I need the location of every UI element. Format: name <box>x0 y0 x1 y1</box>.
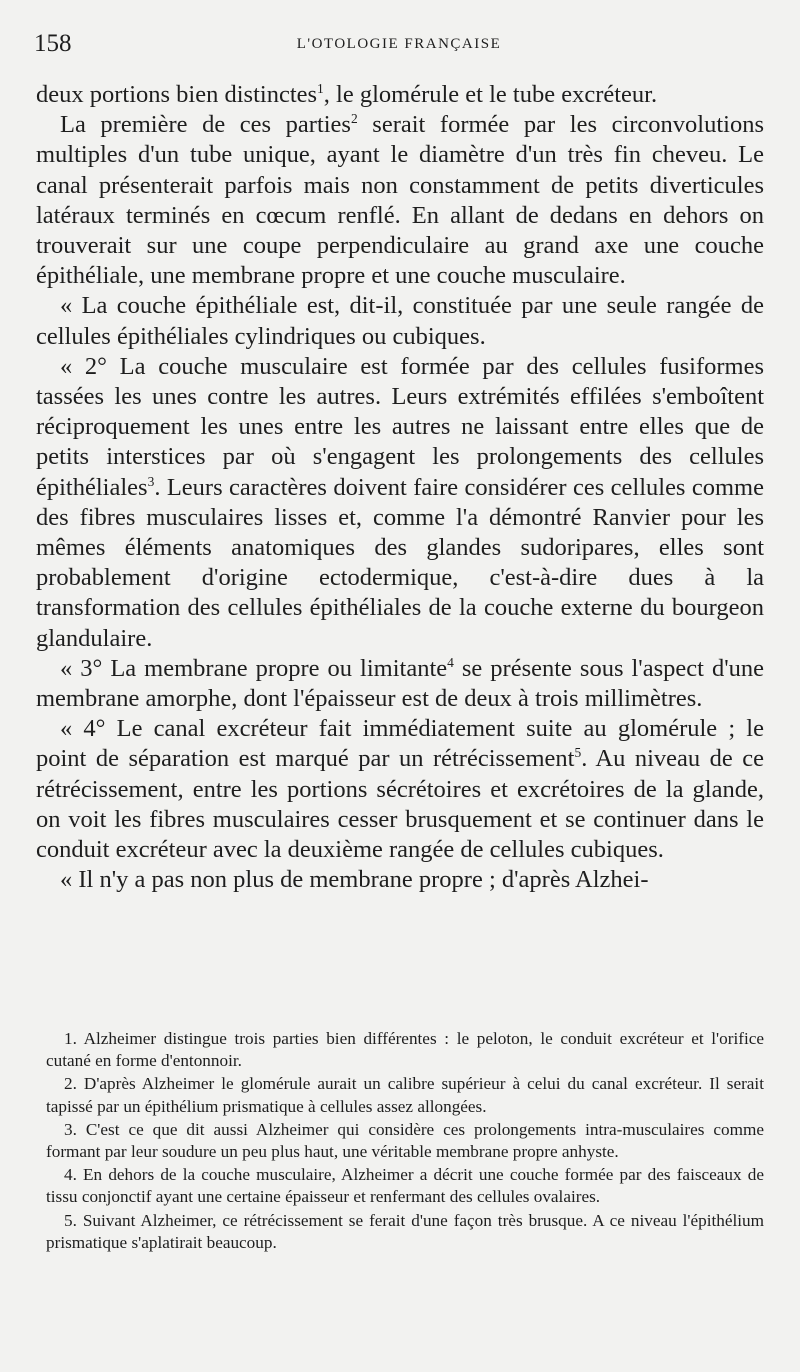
footnote-ref-5: 5 <box>574 745 582 761</box>
paragraph-1-text: deux portions bien distinctes <box>36 81 318 108</box>
footnote-3: 3. C'est ce que dit aussi Alzheimer qui considère ces prolongements intra-musculaires comme formant par leur soudure un peu plus haut, une véritable membrane propre anhyste. <box>46 1119 764 1162</box>
paragraph-2-text-b: serait formée par les circonvolutions multiples d'un tube unique, ayant le diamètre d'un très fin cheveu. Le canal présenterait parfois mais non constamment de petits diverticules latéraux terminés en cœcum renflé. En allant de dedans en dehors on trouverait sur une coupe perpendiculaire au grand axe une couche épithéliale, une membrane propre et une couche musculaire. <box>36 111 764 290</box>
footnotes <box>46 1028 764 1255</box>
paragraph-5 <box>36 654 764 714</box>
paragraph-6-text-a: « 4° Le canal excréteur fait immédiatement suite au glomérule ; le point de séparation est marqué par un rétrécissement <box>36 715 764 773</box>
paragraph-5-text-b: se présente sous l'aspect d'une membrane amorphe, dont l'épaisseur est de deux à trois millimètres. <box>36 654 764 713</box>
page-header <box>34 30 764 64</box>
paragraph-3: « La couche épithéliale est, dit-il, constituée par une seule rangée de cellules épithéliales cylindriques ou cubiques. <box>36 292 764 350</box>
paragraph-5-text-a: « 3° La membrane propre ou limitante <box>60 654 448 682</box>
footnote-ref-4: 4 <box>447 654 454 670</box>
footnote-ref-1: 1 <box>317 80 324 96</box>
paragraph-4-text-a: « 2° La couche musculaire est formée par des cellules fusiformes tassées les unes contre les autres. Leurs extrémités effilées s'emboîtent réciproquement les unes entre les autres ne laissant entre elles que de petits interstices par où s'engagent les prolongements des cellules épithéliales <box>36 352 764 501</box>
paragraph-2 <box>36 110 764 291</box>
paragraph-2-text-a: La première de ces parties <box>60 111 351 139</box>
footnote-5: 5. Suivant Alzheimer, ce rétrécissement se ferait d'une façon très brusque. A ce niveau l'épithélium prismatique s'aplatirait beaucoup. <box>46 1210 764 1252</box>
footnote-2: 2. D'après Alzheimer le glomérule aurait un calibre supérieur à celui du canal excréteur. Il serait tapissé par un épithélium prismatique à cellules assez allongées. <box>46 1074 764 1116</box>
page-number: 158 <box>34 30 72 57</box>
running-head: L'OTOLOGIE FRANÇAISE <box>296 36 502 52</box>
footnote-ref-2: 2 <box>350 111 358 127</box>
paragraph-4 <box>36 352 764 654</box>
paragraph-7: « Il n'y a pas non plus de membrane propre ; d'après Alzhei- <box>60 866 649 894</box>
paragraph-1-rest: , le glomérule et le tube excréteur. <box>323 81 658 108</box>
paragraph-4-text-b: . Leurs caractères doivent faire considérer ces cellules comme des fibres musculaires lisses et, comme l'a démontré Ranvier pour les mêmes éléments anatomiques des glandes sudoripares, elles sont probablement d'origine ectodermique, c'est-à-dire dues à la transformation des cellules épithéliales de la couche externe du bourgeon glandulaire. <box>36 473 764 652</box>
paragraph-6 <box>36 714 764 865</box>
paragraph-6-text-b: . Au niveau de ce rétrécissement, entre les portions sécrétoires et excrétoires de la glande, on voit les fibres musculaires cesser brusquement et se continuer dans le conduit excréteur avec la deuxième rangée de cellules cubiques. <box>36 745 764 864</box>
footnote-4: 4. En dehors de la couche musculaire, Alzheimer a décrit une couche formée par des faisceaux de tissu conjonctif ayant une certaine épaisseur et renfermant des cellules ovalaires. <box>46 1165 764 1207</box>
footnote-1: 1. Alzheimer distingue trois parties bien différentes : le peloton, le conduit excréteur et l'orifice cutané en forme d'entonnoir. <box>46 1029 764 1071</box>
paragraph-1 <box>36 80 764 110</box>
footnote-ref-3: 3 <box>147 473 155 489</box>
body-text <box>36 80 764 895</box>
